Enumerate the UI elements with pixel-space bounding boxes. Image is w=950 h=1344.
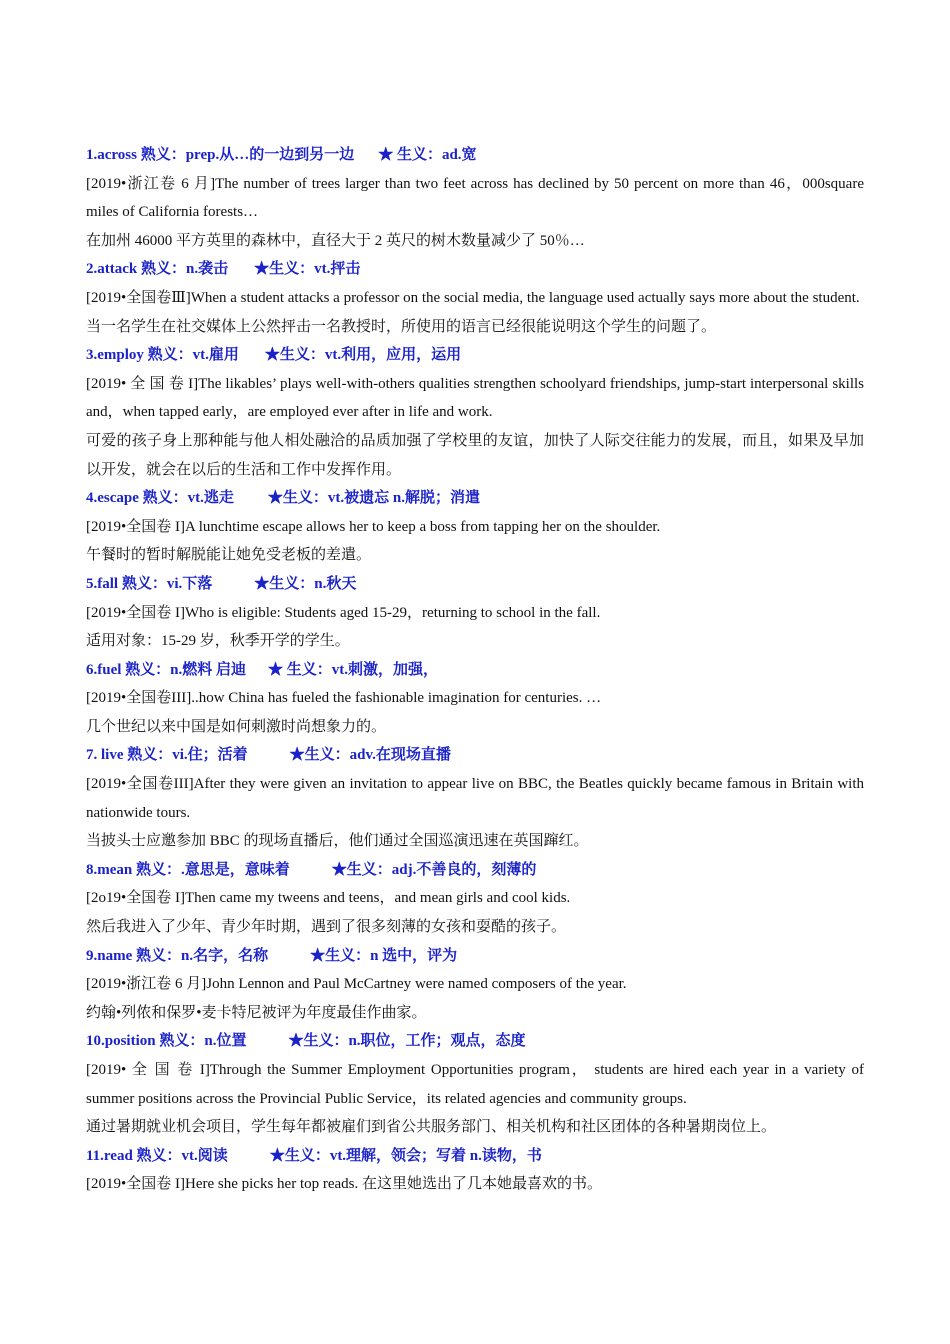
entry-new-meaning: ★生义：vt.抨击 — [254, 261, 361, 278]
entry-word: 5.fall 熟义：vi.下落 — [86, 575, 213, 592]
entry-heading — [86, 341, 864, 370]
example-chinese: 在加州 46000 平方英里的森林中，直径大于 2 英尺的树木数量减少了 50％… — [86, 232, 585, 249]
example-english: [2019•全国卷Ⅲ]When a student attacks a professor on the social media, the language used actually says more about the student. — [86, 289, 860, 306]
example-english: [2019•全国卷III]..how China has fueled the fashionable imagination for centuries. … — [86, 690, 602, 707]
example-english: [2019•浙江卷 6 月]John Lennon and Paul McCartney were named composers of the year. — [86, 976, 627, 993]
example-english: [2019• 全 国 卷 I]The likables’ plays well-with-others qualities strengthen schoolyard friendships, jump-start interpersonal skills and，when tapped early，are employed ever after in life and work. — [86, 375, 864, 421]
example-english: [2019• 全 国 卷 I]Through the Summer Employment Opportunities program， students are hired each year in a variety of summer positions across the Provincial Public Service，its related agencies and community groups. — [86, 1062, 864, 1107]
entry-heading — [86, 656, 864, 685]
entry-word: 4.escape 熟义：vt.逃走 — [86, 490, 234, 507]
example-chinese: 当披头士应邀参加 BBC 的现场直播后，他们通过全国巡演迅速在英国蹿红。 — [86, 833, 589, 850]
example-chinese: 然后我进入了少年、青少年时期，遇到了很多刻薄的女孩和耍酷的孩子。 — [86, 919, 567, 936]
example-english: [2o19•全国卷 I]Then came my tweens and teens，and mean girls and cool kids. — [86, 890, 571, 907]
example-chinese: 午餐时的暂时解脱能让她免受老板的差遣。 — [86, 547, 372, 564]
entry-word: 3.employ 熟义：vt.雇用 — [86, 347, 239, 364]
entry-new-meaning: ★生义：adv.在现场直播 — [289, 747, 451, 764]
entry-new-meaning: ★生义：vt.理解，领会；写着 n.读物，书 — [269, 1147, 542, 1164]
example-english: [2019•全国卷 I]Who is eligible: Students aged 15-29，returning to school in the fall. — [86, 604, 601, 621]
example-chinese: 适用对象：15-29 岁，秋季开学的学生。 — [86, 633, 350, 650]
entry-heading — [86, 856, 864, 885]
example-english: [2019•全国卷 I]Here she picks her top reads. 在这里她选出了几本她最喜欢的书。 — [86, 1176, 603, 1193]
vocabulary-document — [86, 141, 864, 1199]
entry-heading — [86, 484, 864, 513]
entry-word: 11.read 熟义：vt.阅读 — [86, 1147, 228, 1164]
entry-word: 8.mean 熟义：.意思是，意味着 — [86, 861, 290, 878]
example-chinese: 约翰•列侬和保罗•麦卡特尼被评为年度最佳作曲家。 — [86, 1004, 427, 1021]
example-chinese: 可爱的孩子身上那种能与他人相处融洽的品质加强了学校里的友谊，加快了人际交往能力的发展，而且，如果及早加以开发，就会在以后的生活和工作中发挥作用。 — [86, 432, 864, 478]
entry-new-meaning: ★生义：n.职位，工作；观点，态度 — [288, 1033, 526, 1050]
entry-word: 1.across 熟义：prep.从…的一边到另一边 — [86, 147, 355, 163]
entry-new-meaning: ★生义：n 选中，评为 — [310, 947, 458, 964]
entry-heading — [86, 1142, 864, 1171]
example-chinese: 几个世纪以来中国是如何刺激时尚想象力的。 — [86, 718, 387, 735]
entry-heading — [86, 942, 864, 971]
entry-new-meaning: ★生义：adj.不善良的，刻薄的 — [331, 861, 537, 878]
entry-heading — [86, 1027, 864, 1056]
example-chinese: 通过暑期就业机会项目，学生每年都被雇们到省公共服务部门、相关机构和社区团体的各种暑期岗位上。 — [86, 1119, 777, 1136]
entry-new-meaning: ★生义：vt.利用，应用，运用 — [264, 347, 462, 364]
entry-new-meaning: ★生义：vt.被遗忘 n.解脱；消遣 — [267, 490, 480, 507]
entry-word: 7. live 熟义：vi.住；活着 — [86, 747, 248, 764]
example-english: [2019•全国卷 I]A lunchtime escape allows her to keep a boss from tapping her on the shoulder. — [86, 518, 661, 535]
example-chinese: 当一名学生在社交媒体上公然抨击一名教授时，所使用的语言已经很能说明这个学生的问题了。 — [86, 318, 717, 335]
entry-word: 10.position 熟义：n.位置 — [86, 1033, 247, 1050]
example-english: [2019•浙江卷 6 月]The number of trees larger than two feet across has declined by 50 percent on more than 46，000square miles of California forests… — [86, 175, 864, 221]
entry-word: 9.name 熟义：n.名字，名称 — [86, 947, 269, 964]
entry-new-meaning: ★ 生义：vt.刺激，加强， — [268, 661, 439, 678]
entry-heading — [86, 741, 864, 770]
entry-heading — [86, 570, 864, 599]
entry-heading — [86, 141, 864, 170]
entry-word: 2.attack 熟义：n.袭击 — [86, 261, 229, 278]
entry-new-meaning: ★ 生义：ad.宽 — [378, 147, 477, 163]
entry-heading — [86, 255, 864, 284]
example-english: [2019•全国卷III]After they were given an invitation to appear live on BBC, the Beatles quickly became famous in Britain with nationwide tours. — [86, 776, 864, 821]
entry-new-meaning: ★生义：n.秋天 — [254, 575, 357, 592]
entry-word: 6.fuel 熟义：n.燃料 启迪 — [86, 661, 247, 678]
